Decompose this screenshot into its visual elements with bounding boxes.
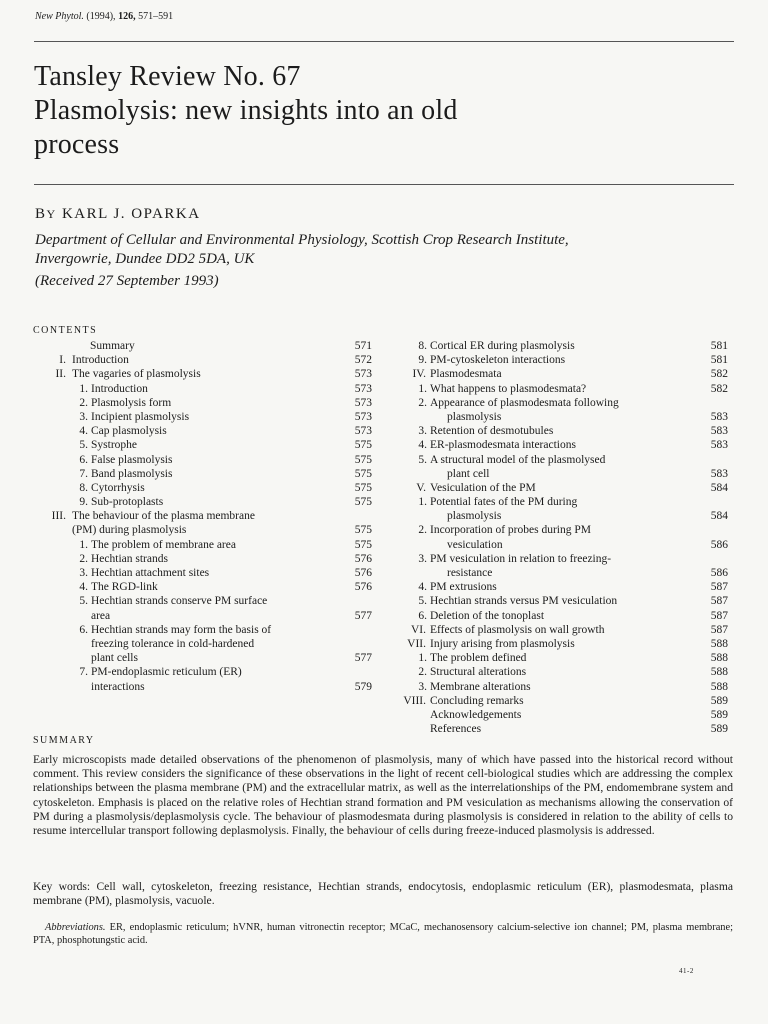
toc-entry [30, 481, 376, 495]
journal-name: New Phytol. [35, 11, 84, 22]
contents-left-column [30, 339, 376, 694]
toc-entry-title: The problem of membrane area [91, 538, 236, 551]
toc-entry-title: Membrane alterations [430, 680, 531, 693]
toc-entry-number: 1. [418, 652, 427, 665]
toc-entry-title: Introduction [91, 382, 148, 395]
toc-entry-number: 2. [418, 524, 427, 537]
toc-entry-number: 8. [418, 340, 427, 352]
toc-entry-page: 575 [354, 538, 372, 551]
toc-entry-number: 1. [418, 382, 427, 395]
toc-entry-title: Effects of plasmolysis on wall growth [430, 623, 605, 636]
toc-entry-title: Acknowledgements [430, 708, 522, 721]
toc-entry-page: 573 [354, 368, 372, 381]
toc-entry-page: 587 [710, 595, 728, 608]
toc-entry-title: Deletion of the tonoplast [430, 609, 545, 622]
toc-entry-page: 589 [710, 723, 728, 736]
toc-entry-page: 576 [354, 552, 372, 565]
toc-entry-page: 579 [354, 680, 372, 693]
toc-entry-page: 575 [354, 496, 372, 509]
toc-entry-number: 4. [418, 439, 427, 452]
toc-entry-title: resistance [447, 567, 493, 579]
toc-entry [383, 580, 728, 594]
toc-entry-page: 575 [354, 467, 372, 480]
toc-entry-number: 9. [79, 496, 88, 509]
affiliation-line-1: Department of Cellular and Environmental Physiology, Scottish Crop Research Institute, [35, 232, 569, 248]
toc-entry-number: 3. [79, 410, 88, 423]
toc-entry [383, 424, 728, 438]
toc-entry-page: 583 [710, 425, 728, 438]
toc-entry [383, 509, 728, 523]
abbreviations-label: Abbreviations. [45, 922, 106, 933]
toc-entry-title: PM extrusions [430, 581, 497, 594]
toc-entry [383, 680, 728, 694]
toc-entry [383, 410, 728, 424]
toc-entry [383, 523, 728, 537]
toc-entry [30, 523, 376, 537]
received-date: (Received 27 September 1993) [35, 273, 219, 289]
toc-entry-number: 5. [79, 595, 88, 608]
toc-entry-title: The RGD-link [91, 581, 158, 594]
toc-entry-title: PM-cytoskeleton interactions [430, 354, 566, 367]
toc-entry-number: VI. [410, 623, 426, 636]
toc-entry [30, 382, 376, 396]
toc-entry [383, 708, 728, 722]
summary-body: Early microscopists made detailed observations of the phenomenon of plasmolysis, many of which have passed into the historical record without comment. This review considers the significance of these observations in the light of recent cell-biological studies which are addressing the complex relationships between the plasma membrane (PM) and the extracellular matrix, as well as the interrelationships of the PM, endomembrane system and cytoskeleton. Emphasis is placed on the relative roles of Hechtian strand formation and PM vesiculation as mechanisms allowing the conservation of PM during a plasmolysis/deplasmolysis cycle. The behaviour of plasmodesmata during plasmolysis is considered in relation to the ability of cells to resume intercellular transport following deplasmolysis. Finally, the behaviour of cells during freeze-induced plasmolysis is addressed. [33, 753, 733, 838]
toc-entry [30, 665, 376, 679]
toc-entry [30, 623, 376, 637]
toc-entry [30, 438, 376, 452]
toc-entry-page: 586 [710, 538, 728, 551]
toc-entry-title: Structural alterations [430, 666, 527, 679]
toc-entry-page: 586 [710, 567, 728, 579]
toc-entry [383, 382, 728, 396]
toc-entry-page: 588 [710, 652, 728, 665]
toc-entry-title: Plasmolysis form [91, 396, 172, 409]
toc-entry-title: The vagaries of plasmolysis [72, 368, 201, 381]
toc-entry-title: Hechtian strands [91, 552, 168, 565]
toc-entry-title: Hechtian strands versus PM vesiculation [430, 595, 618, 608]
toc-entry-page: 573 [354, 382, 372, 395]
toc-entry [30, 495, 376, 509]
toc-entry [30, 637, 376, 651]
author-name: KARL J. OPARKA [61, 206, 201, 222]
toc-entry [30, 680, 376, 694]
toc-entry [30, 424, 376, 438]
toc-entry-title: Band plasmolysis [91, 467, 173, 480]
toc-entry-page: 584 [710, 510, 728, 523]
toc-entry-number: 5. [79, 439, 88, 452]
toc-entry-page: 584 [710, 481, 728, 494]
toc-entry [383, 481, 728, 495]
top-divider [34, 41, 734, 42]
toc-entry-page: 583 [710, 410, 728, 423]
byline-prefix-initial: B [35, 206, 47, 222]
toc-entry-title: (PM) during plasmolysis [72, 524, 187, 537]
toc-entry-number: 5. [418, 595, 427, 608]
toc-entry-number: 3. [418, 680, 427, 693]
toc-entry-title: Sub-protoplasts [91, 496, 164, 509]
toc-entry-title: Hechtian strands may form the basis of [91, 623, 272, 636]
toc-entry-page: 581 [710, 340, 728, 352]
toc-entry [383, 467, 728, 481]
toc-entry [30, 538, 376, 552]
toc-entry-number: 6. [79, 623, 88, 636]
toc-entry [383, 538, 728, 552]
toc-entry-number: 4. [79, 425, 88, 438]
toc-entry-page: 589 [710, 694, 728, 707]
toc-entry [383, 609, 728, 623]
toc-entry-page: 583 [710, 439, 728, 452]
toc-entry [30, 353, 376, 367]
toc-entry-number: VIII. [403, 694, 426, 707]
summary-heading: SUMMARY [33, 735, 95, 746]
toc-entry-title: Concluding remarks [430, 694, 524, 707]
toc-entry-number: V. [416, 481, 426, 494]
toc-entry-page: 583 [710, 467, 728, 480]
toc-entry-number: VII. [407, 637, 426, 650]
toc-entry [383, 552, 728, 566]
toc-entry-number: 2. [418, 396, 427, 409]
toc-entry-number: 1. [79, 382, 88, 395]
toc-entry [383, 722, 728, 736]
toc-entry-number: 6. [79, 453, 88, 466]
toc-entry-number: 1. [418, 496, 427, 509]
toc-entry [30, 396, 376, 410]
article-title [34, 60, 724, 162]
toc-entry-number: 2. [79, 552, 88, 565]
toc-entry [383, 694, 728, 708]
toc-entry-number: II. [55, 368, 66, 381]
toc-entry-number: 7. [79, 467, 88, 480]
toc-entry-title: Cap plasmolysis [91, 425, 167, 438]
keywords: Key words: Cell wall, cytoskeleton, freezing resistance, Hechtian strands, endocytosis, endoplasmic reticulum (ER), plasmodesmata, plasma membrane (PM), plasmolysis, vacuole. [33, 880, 733, 908]
toc-entry-number: 3. [418, 552, 427, 565]
toc-entry-page: 575 [354, 524, 372, 537]
toc-entry-title: freezing tolerance in cold-hardened [91, 637, 255, 650]
toc-entry-title: The behaviour of the plasma membrane [72, 510, 255, 523]
toc-entry-page: 573 [354, 425, 372, 438]
toc-entry-page: 573 [354, 410, 372, 423]
toc-entry-title: Introduction [72, 354, 129, 367]
toc-entry-page: 576 [354, 581, 372, 594]
toc-entry-title: PM vesiculation in relation to freezing- [430, 552, 612, 565]
toc-entry-number: 3. [79, 567, 88, 579]
toc-entry [383, 651, 728, 665]
toc-entry-title: area [91, 609, 111, 622]
toc-entry-page: 587 [710, 609, 728, 622]
abbreviations [33, 921, 733, 947]
toc-entry [383, 594, 728, 608]
journal-pages: 571–591 [138, 11, 174, 22]
toc-entry-page: 575 [354, 481, 372, 494]
toc-entry [383, 566, 728, 580]
toc-entry-title: Incipient plasmolysis [91, 410, 190, 423]
toc-entry-title: interactions [91, 680, 145, 693]
journal-volume: 126, [118, 11, 136, 22]
toc-entry-title: Cytorrhysis [91, 481, 145, 494]
toc-entry [383, 396, 728, 410]
toc-entry-title: Appearance of plasmodesmata following [430, 396, 619, 409]
toc-entry-number: 1. [79, 538, 88, 551]
toc-entry-number: 2. [79, 396, 88, 409]
toc-entry-title: PM-endoplasmic reticulum (ER) [91, 666, 242, 679]
toc-entry-title: Retention of desmotubules [430, 425, 554, 438]
contents-heading: CONTENTS [33, 325, 98, 336]
toc-entry-number: 7. [79, 666, 88, 679]
toc-entry [383, 367, 728, 381]
abbreviations-text: ER, endoplasmic reticulum; hVNR, human vitronectin receptor; MCaC, mechanosensory calcium-selective ion channel; PM, plasma membrane; PTA, phosphotungstic acid. [33, 922, 733, 946]
affiliation-line-2: Invergowrie, Dundee DD2 5DA, UK [35, 251, 255, 267]
toc-entry [30, 467, 376, 481]
toc-entry-number: 4. [418, 581, 427, 594]
title-line-3: process [34, 129, 120, 160]
toc-entry-title: Incorporation of probes during PM [430, 524, 591, 537]
title-divider [34, 184, 734, 185]
toc-entry-title: Plasmodesmata [430, 368, 502, 381]
toc-entry-title: The problem defined [430, 652, 527, 665]
toc-entry-page: 575 [354, 439, 372, 452]
toc-entry-title: Systrophe [91, 439, 137, 452]
toc-entry-page: 587 [710, 623, 728, 636]
toc-entry-title: plant cells [91, 652, 138, 665]
toc-entry-title: Hechtian attachment sites [91, 567, 210, 579]
contents-right-column [383, 339, 728, 736]
toc-entry-page: 577 [354, 609, 372, 622]
toc-entry-page: 582 [710, 368, 728, 381]
toc-entry-page: 588 [710, 680, 728, 693]
toc-entry-page: 573 [354, 396, 372, 409]
toc-entry-page: 571 [354, 340, 372, 352]
journal-year: (1994), [86, 11, 116, 22]
toc-entry-title: A structural model of the plasmolysed [430, 453, 606, 466]
toc-entry [30, 566, 376, 580]
toc-entry [383, 339, 728, 353]
toc-entry-title: Cortical ER during plasmolysis [430, 340, 575, 352]
toc-entry [383, 438, 728, 452]
toc-entry-title: Vesiculation of the PM [430, 481, 536, 494]
toc-entry-page: 577 [354, 652, 372, 665]
toc-entry [383, 495, 728, 509]
toc-entry-page: 581 [710, 354, 728, 367]
toc-entry-title: plant cell [447, 467, 490, 480]
toc-entry-title: Injury arising from plasmolysis [430, 637, 575, 650]
byline-prefix-rest: Y [46, 207, 57, 221]
toc-entry [383, 453, 728, 467]
toc-entry [383, 665, 728, 679]
toc-entry-page: 576 [354, 567, 372, 579]
toc-entry-number: 2. [418, 666, 427, 679]
toc-entry-number: 5. [418, 453, 427, 466]
toc-entry-title: plasmolysis [447, 410, 502, 423]
toc-entry-number: III. [51, 510, 66, 523]
toc-entry-page: 582 [710, 382, 728, 395]
toc-entry-title: What happens to plasmodesmata? [430, 382, 587, 395]
toc-entry-page: 587 [710, 581, 728, 594]
toc-entry [383, 637, 728, 651]
title-line-2: Plasmolysis: new insights into an old [34, 95, 458, 126]
toc-entry-number: 4. [79, 581, 88, 594]
toc-entry [383, 623, 728, 637]
toc-entry-page: 588 [710, 637, 728, 650]
toc-entry-number: 9. [418, 354, 427, 367]
toc-entry-number: I. [59, 354, 66, 367]
toc-entry [30, 367, 376, 381]
toc-entry [30, 580, 376, 594]
toc-entry [383, 353, 728, 367]
folio: 41-2 [679, 967, 694, 975]
byline [35, 206, 201, 223]
journal-citation [35, 11, 173, 22]
affiliation [35, 231, 735, 269]
toc-entry [30, 339, 376, 353]
toc-entry-title: References [430, 723, 482, 736]
toc-entry-title: vesiculation [447, 538, 503, 551]
toc-entry [30, 509, 376, 523]
toc-entry-number: 8. [79, 481, 88, 494]
toc-entry-page: 572 [354, 354, 372, 367]
toc-entry [30, 594, 376, 608]
toc-entry-page: 589 [710, 708, 728, 721]
toc-entry [30, 552, 376, 566]
toc-entry-title: Summary [90, 340, 135, 352]
toc-entry [30, 651, 376, 665]
toc-entry [30, 410, 376, 424]
toc-entry-number: IV. [412, 368, 426, 381]
toc-entry-title: False plasmolysis [91, 453, 173, 466]
toc-entry-title: Potential fates of the PM during [430, 496, 578, 509]
toc-entry-title: plasmolysis [447, 510, 502, 523]
toc-entry-page: 575 [354, 453, 372, 466]
toc-entry [30, 453, 376, 467]
toc-entry-title: Hechtian strands conserve PM surface [91, 595, 268, 608]
title-line-1: Tansley Review No. 67 [34, 61, 301, 92]
toc-entry-page: 588 [710, 666, 728, 679]
toc-entry-number: 6. [418, 609, 427, 622]
toc-entry-number: 3. [418, 425, 427, 438]
toc-entry-title: ER-plasmodesmata interactions [430, 439, 576, 452]
toc-entry [30, 609, 376, 623]
